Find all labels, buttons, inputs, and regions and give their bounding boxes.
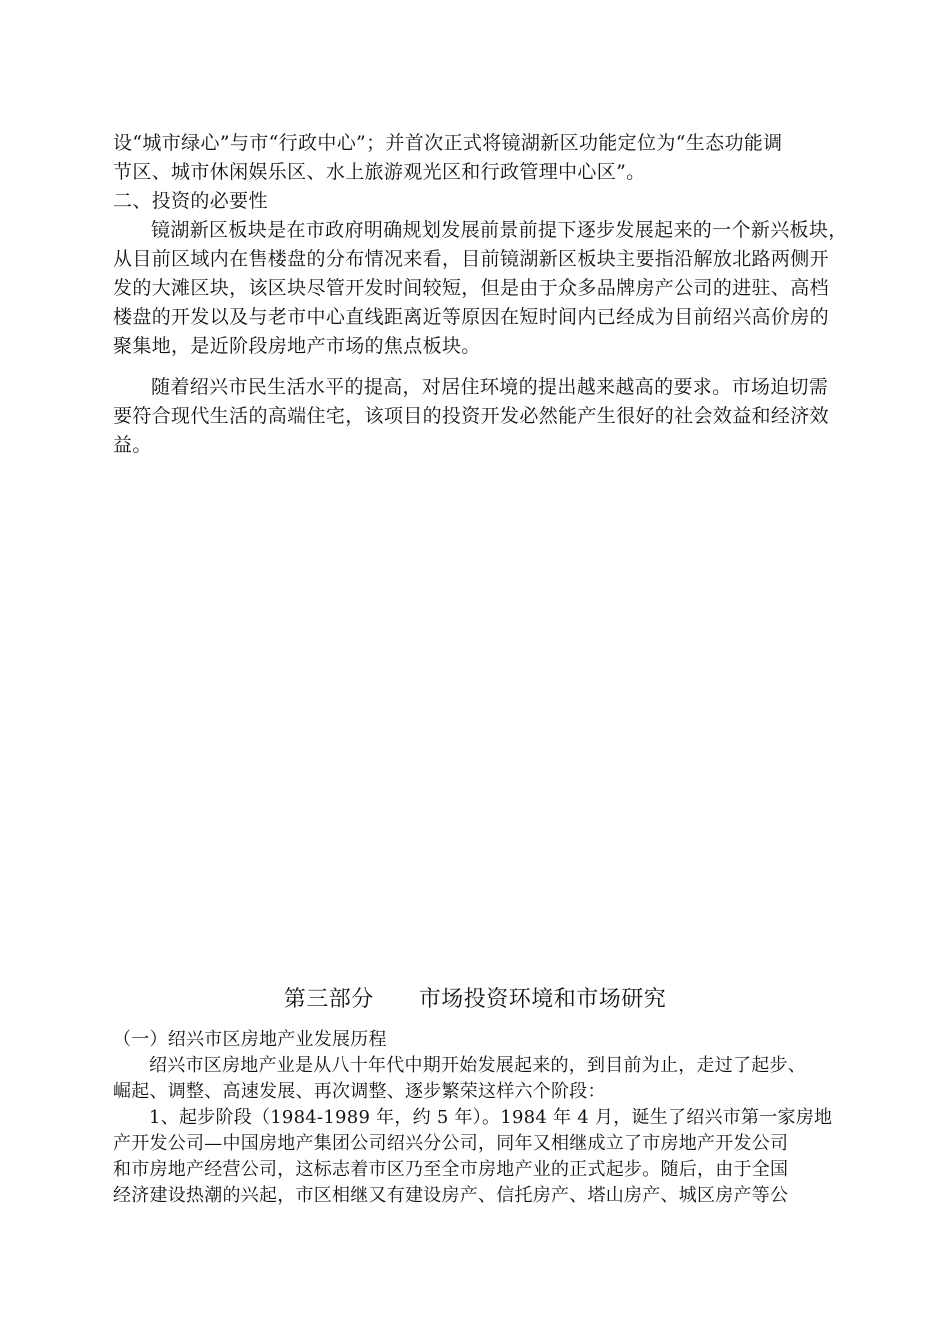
paragraph-line: 和市房地产经营公司，这标志着市区乃至全市房地产业的正式起步。随后，由于全国 xyxy=(113,1159,789,1180)
part-three-block xyxy=(113,1027,863,1209)
section-heading: 二、投资的必要性 xyxy=(113,190,268,212)
paragraph-line: 要符合现代生活的高端住宅，该项目的投资开发必然能产生很好的社会效益和经济效 xyxy=(113,405,829,427)
paragraph-line: 发的大滩区块，该区块尽管开发时间较短，但是由于众多品牌房产公司的进驻、高档 xyxy=(113,277,829,299)
paragraph xyxy=(113,1053,863,1105)
subsection-heading: （一）绍兴市区房地产业发展历程 xyxy=(113,1029,387,1050)
paragraph-line: 节区、城市休闲娱乐区、水上旅游观光区和行政管理中心区”。 xyxy=(113,161,646,183)
paragraph-line: 随着绍兴市民生活水平的提高，对居住环境的提出越来越高的要求。市场迫切需 xyxy=(151,376,829,398)
paragraph-line: 经济建设热潮的兴起，市区相继又有建设房产、信托房产、塔山房产、城区房产等公 xyxy=(113,1185,789,1206)
section-two-block xyxy=(113,129,853,460)
paragraph-line: 崛起、调整、高速发展、再次调整、逐步繁荣这样六个阶段： xyxy=(113,1081,606,1102)
paragraph-line: 产开发公司—中国房地产集团公司绍兴分公司，同年又相继成立了市房地产开发公司 xyxy=(113,1133,789,1154)
paragraph xyxy=(113,373,853,460)
paragraph-line: 益。 xyxy=(113,434,152,456)
paragraph-line: 设“城市绿心”与市“行政中心”；并首次正式将镜湖新区功能定位为“生态功能调 xyxy=(113,132,783,154)
part-title: 第三部分 市场投资环境和市场研究 xyxy=(283,987,667,1012)
paragraph xyxy=(113,1105,863,1209)
paragraph-line: 绍兴市区房地产业是从八十年代中期开始发展起来的，到目前为止，走过了起步、 xyxy=(149,1055,806,1076)
paragraph xyxy=(113,216,853,361)
paragraph-line: 从目前区域内在售楼盘的分布情况来看，目前镜湖新区板块主要指沿解放北路两侧开 xyxy=(113,248,829,270)
paragraph-line: 楼盘的开发以及与老市中心直线距离近等原因在短时间内已经成为目前绍兴高价房的 xyxy=(113,306,829,328)
paragraph-line: 聚集地，是近阶段房地产市场的焦点板块。 xyxy=(113,335,481,357)
paragraph-line: 1、起步阶段（1984-1989 年，约 5 年）。1984 年 4 月，诞生了绍兴市第一家房地 xyxy=(149,1107,833,1128)
paragraph-line: 镜湖新区板块是在市政府明确规划发展前景前提下逐步发展起来的一个新兴板块， xyxy=(151,219,848,241)
